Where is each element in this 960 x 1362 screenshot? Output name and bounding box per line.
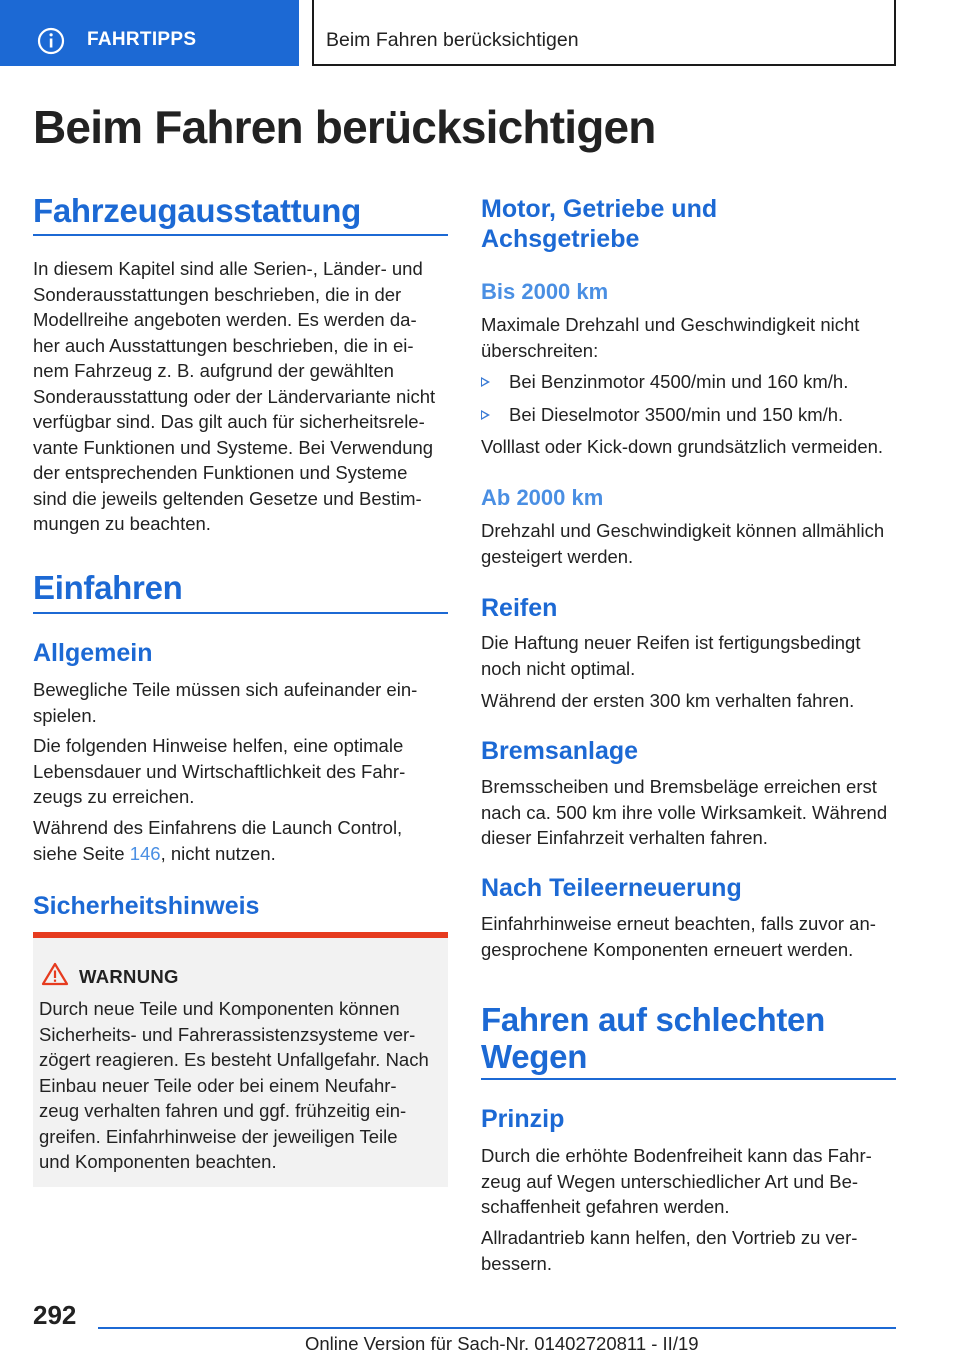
text-line: verfügbar sind. Das gilt auch für sicherheitsrele‐ <box>33 411 425 432</box>
list-item-text: Bei Benzinmotor 4500/min und 160 km/h. <box>509 371 849 392</box>
text-line: noch nicht optimal. <box>481 657 636 679</box>
section-title-einfahren: Einfahren <box>33 569 183 606</box>
warning-text <box>39 996 443 1175</box>
breadcrumb <box>312 0 896 66</box>
paragraph-reifen-2: Während der ersten 300 km verhalten fahren. <box>481 690 855 711</box>
text-line: und Komponenten beachten. <box>39 1151 277 1172</box>
subsection-title-reifen: Reifen <box>481 594 558 622</box>
text-line: Während des Einfahrens die Launch Control, <box>33 817 403 838</box>
text-line: Maximale Drehzahl und Geschwindigkeit nicht <box>481 314 860 335</box>
text-line: Sonderausstattung oder der Ländervariante nicht <box>33 385 436 407</box>
section-rule <box>33 612 448 614</box>
info-icon <box>37 27 65 55</box>
online-version-text: Online Version für Sach-Nr. 01402720811 - II/19 <box>305 1333 699 1354</box>
paragraph-allgemein-2 <box>33 733 453 810</box>
chapter-tab <box>0 0 299 66</box>
breadcrumb-text: Beim Fahren berücksichtigen <box>326 29 579 51</box>
page-header <box>0 0 960 66</box>
text-fragment: , nicht nutzen. <box>160 842 276 864</box>
text-fragment: siehe Seite <box>33 842 130 864</box>
text-line: Durch die erhöhte Bodenfreiheit kann das Fahr‐ <box>481 1145 872 1166</box>
paragraph-bis-2000 <box>481 312 901 363</box>
text-line: Drehzahl und Geschwindigkeit können allmählich <box>481 520 885 541</box>
section-title-fahrzeugausstattung: Fahrzeugausstattung <box>33 192 361 229</box>
text-line: Durch neue Teile und Komponenten können <box>39 998 400 1019</box>
warning-heading: WARNUNG <box>79 966 179 987</box>
text-line: zeug verhalten fahren und ggf. frühzeitig ein‐ <box>39 1100 407 1121</box>
paragraph-prinzip <box>481 1143 901 1220</box>
chapter-tab-label: FAHRTIPPS <box>87 29 197 50</box>
subsection-title-prinzip: Prinzip <box>481 1105 565 1133</box>
subsection-title-allgemein: Allgemein <box>33 639 153 667</box>
text-line: Bewegliche Teile müssen sich aufeinander ein‐ <box>33 679 418 700</box>
text-line: Die Haftung neuer Reifen ist fertigungsbedingt <box>481 632 861 653</box>
text-line: spielen. <box>33 704 97 726</box>
text-line: nach ca. 500 km ihre volle Wirksamkeit. Während <box>481 801 888 823</box>
page-number: 292 <box>33 1300 77 1330</box>
text-line: In diesem Kapitel sind alle Serien-, Länder- und <box>33 258 423 279</box>
text-line: Wegen <box>481 1038 588 1075</box>
section-rule <box>33 234 448 236</box>
section-title-motor <box>481 194 717 254</box>
paragraph-allgemein-3 <box>33 815 453 866</box>
text-line: sind die jeweils geltenden Gesetze und Bestim‐ <box>33 487 422 509</box>
text-line: greifen. Einfahrhinweise der jeweiligen Teile <box>39 1125 398 1147</box>
section-title-schlechte-wege <box>481 1001 825 1075</box>
text-line: Die folgenden Hinweise helfen, eine optimale <box>33 735 404 756</box>
text-line: der entsprechenden Funktionen und Systeme <box>33 462 408 483</box>
subsection-title-ab-2000: Ab 2000 km <box>481 485 604 510</box>
paragraph-volllast: Volllast oder Kick-down grundsätzlich vermeiden. <box>481 436 884 457</box>
text-line: gesprochene Komponenten erneuert werden. <box>481 938 854 960</box>
text-line: dieser Einfahrzeit verhalten fahren. <box>481 827 768 848</box>
text-line: her auch Ausstattungen beschrieben, die in ei‐ <box>33 334 414 356</box>
paragraph-reifen <box>481 630 901 681</box>
text-line: bessern. <box>481 1252 552 1274</box>
bullet-triangle-icon <box>481 377 490 387</box>
text-line: vante Funktionen und Systeme. Bei Verwendung <box>33 436 434 458</box>
text-line: Lebensdauer und Wirtschaftlichkeit des Fahr‐ <box>33 760 406 782</box>
warning-box <box>33 932 448 1187</box>
text-line: zögert reagieren. Es besteht Unfallgefahr. Nach <box>39 1049 429 1070</box>
text-line: Fahren auf schlechten <box>481 1001 825 1038</box>
list-item-text: Bei Dieselmotor 3500/min und 150 km/h. <box>509 404 844 425</box>
text-line: nem Fahrzeug z. B. aufgrund der gewählten <box>33 360 394 381</box>
footer-rule <box>98 1327 896 1329</box>
text-line: mungen zu beachten. <box>33 513 211 534</box>
page-reference-link[interactable]: 146 <box>129 842 161 864</box>
text-line: Allradantrieb kann helfen, den Vortrieb zu ver‐ <box>481 1227 858 1248</box>
page-title: Beim Fahren berücksichtigen <box>33 101 656 153</box>
paragraph-teileerneuerung <box>481 911 901 962</box>
text-line: Modellreihe angeboten werden. Es werden da‐ <box>33 309 417 330</box>
text-line: Achsgetriebe <box>481 225 640 253</box>
subsection-title-sicherheitshinweis: Sicherheitshinweis <box>33 892 260 920</box>
paragraph-prinzip-2 <box>481 1225 901 1276</box>
paragraph-fahrzeugausstattung <box>33 256 453 537</box>
text-line: Motor, Getriebe und <box>481 195 718 223</box>
text-line: Bremsscheiben und Bremsbeläge erreichen erst <box>481 776 877 797</box>
warning-triangle-icon <box>41 962 69 986</box>
text-line: Einbau neuer Teile oder bei einem Neufahr‐ <box>39 1074 397 1096</box>
subsection-title-teileerneuerung: Nach Teileerneuerung <box>481 874 742 902</box>
text-line <box>33 841 453 867</box>
text-line: Einfahrhinweise erneut beachten, falls zuvor an‐ <box>481 913 876 934</box>
subsection-title-bremsanlage: Bremsanlage <box>481 737 639 765</box>
text-line: zeugs zu erreichen. <box>33 786 195 807</box>
section-rule <box>481 1078 896 1080</box>
paragraph-ab-2000 <box>481 518 901 569</box>
paragraph-allgemein-1 <box>33 677 453 728</box>
text-line: überschreiten: <box>481 339 599 361</box>
bullet-triangle-icon <box>481 410 490 420</box>
text-line: schaffenheit gefahren werden. <box>481 1196 730 1217</box>
text-line: zeug auf Wegen unterschiedlicher Art und Be‐ <box>481 1170 859 1192</box>
paragraph-bremsanlage <box>481 774 901 851</box>
text-line: Sicherheits- und Fahrerassistenzsysteme ver‐ <box>39 1023 416 1045</box>
subsection-title-bis-2000: Bis 2000 km <box>481 279 609 304</box>
text-line: Sonderausstattungen beschrieben, die in der <box>33 283 402 305</box>
text-line: gesteigert werden. <box>481 545 634 567</box>
